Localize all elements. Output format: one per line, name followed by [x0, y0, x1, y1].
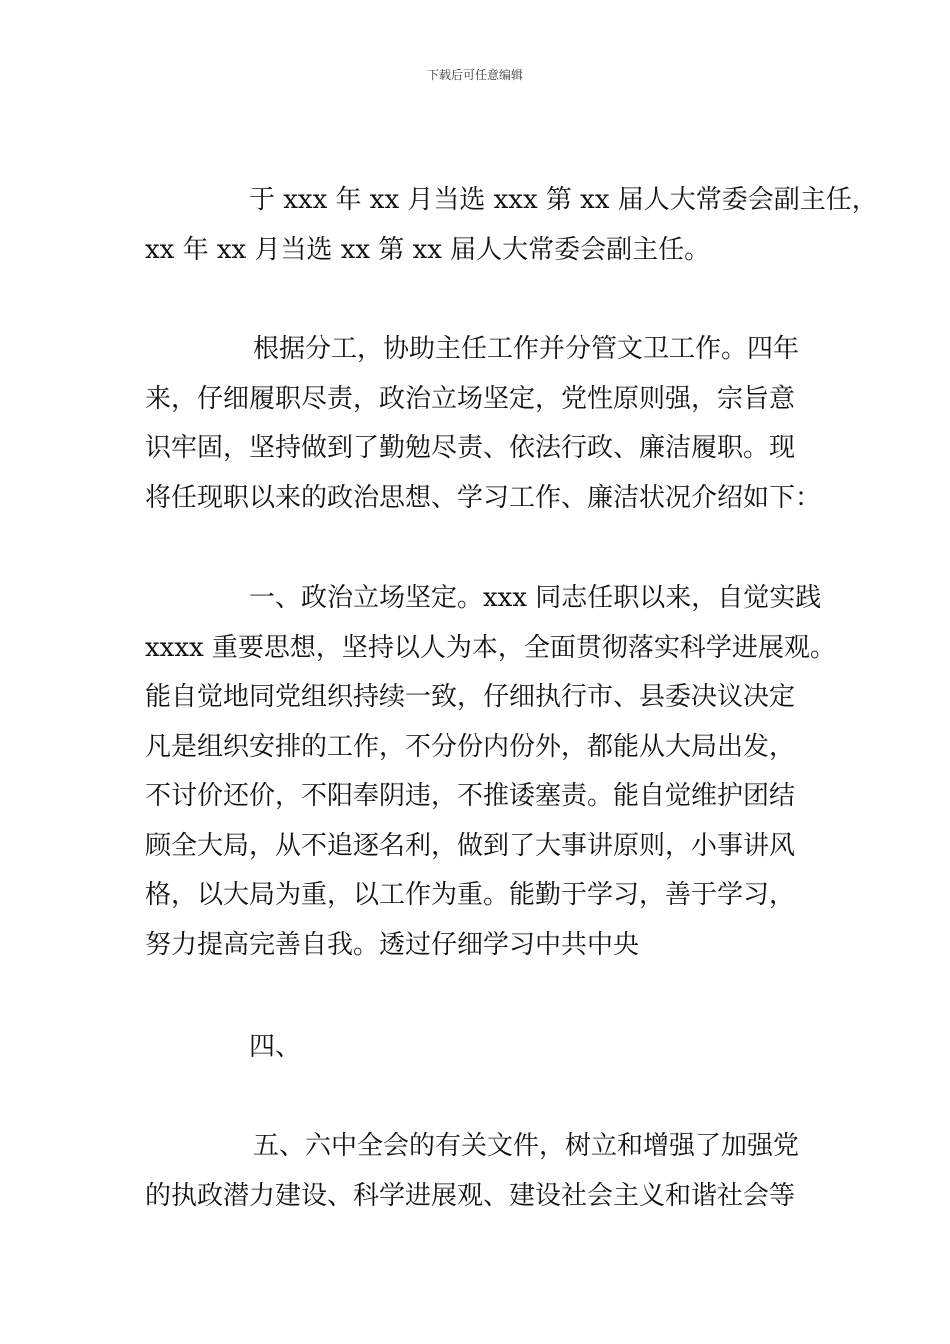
paragraph-line: 格，以大局为重，以工作为重。能勤于学习，善于学习，: [145, 880, 796, 910]
paragraph-line: 努力提高完善自我。透过仔细学习中共中央: [145, 929, 640, 960]
paragraph-5: [145, 1122, 825, 1221]
page-header: 下载后可任意编辑: [426, 68, 523, 82]
paragraph-line: 来，仔细履职尽责，政治立场坚定，党性原则强，宗旨意: [145, 383, 796, 414]
paragraph-line: 能自觉地同党组织持续一致，仔细执行市、县委决议决定: [145, 682, 796, 712]
paragraph-line: xxxx 重要思想，坚持以人为本，全面贯彻落实科学进展观。: [145, 632, 836, 663]
paragraph-line: 四、: [249, 1032, 302, 1062]
paragraph-1: [145, 176, 878, 275]
paragraph-line: 顾全大局，从不追逐名利，做到了大事讲原则，小事讲风: [145, 830, 796, 861]
paragraph-line: 的执政潜力建设、科学进展观、建设社会主义和谐社会等: [145, 1180, 796, 1211]
paragraph-line: 识牢固，坚持做到了勤勉尽责、依法行政、廉洁履职。现: [145, 433, 796, 463]
paragraph-line: 将任现职以来的政治思想、学习工作、廉洁状况介绍如下：: [145, 482, 822, 513]
paragraph-line: 凡是组织安排的工作，不分份内份外，都能从大局出发，: [145, 731, 796, 762]
paragraph-4: [145, 1023, 825, 1073]
paragraph-line: xx 年 xx 月当选 xx 第 xx 届人大常委会副主任。: [145, 234, 711, 265]
paragraph-line: 一、政治立场坚定。xxx 同志任职以来，自觉实践: [249, 583, 822, 613]
paragraph-3: [145, 574, 836, 970]
paragraph-line: 五、六中全会的有关文件，树立和增强了加强党: [253, 1131, 800, 1161]
paragraph-line: 于 xxx 年 xx 月当选 xxx 第 xx 届人大常委会副主任，: [249, 185, 878, 215]
paragraph-line: 根据分工，协助主任工作并分管文卫工作。四年: [253, 334, 800, 364]
paragraph-line: 不讨价还价，不阳奉阴违，不推诿塞责。能自觉维护团结: [145, 781, 796, 811]
paragraph-2: [145, 325, 825, 523]
